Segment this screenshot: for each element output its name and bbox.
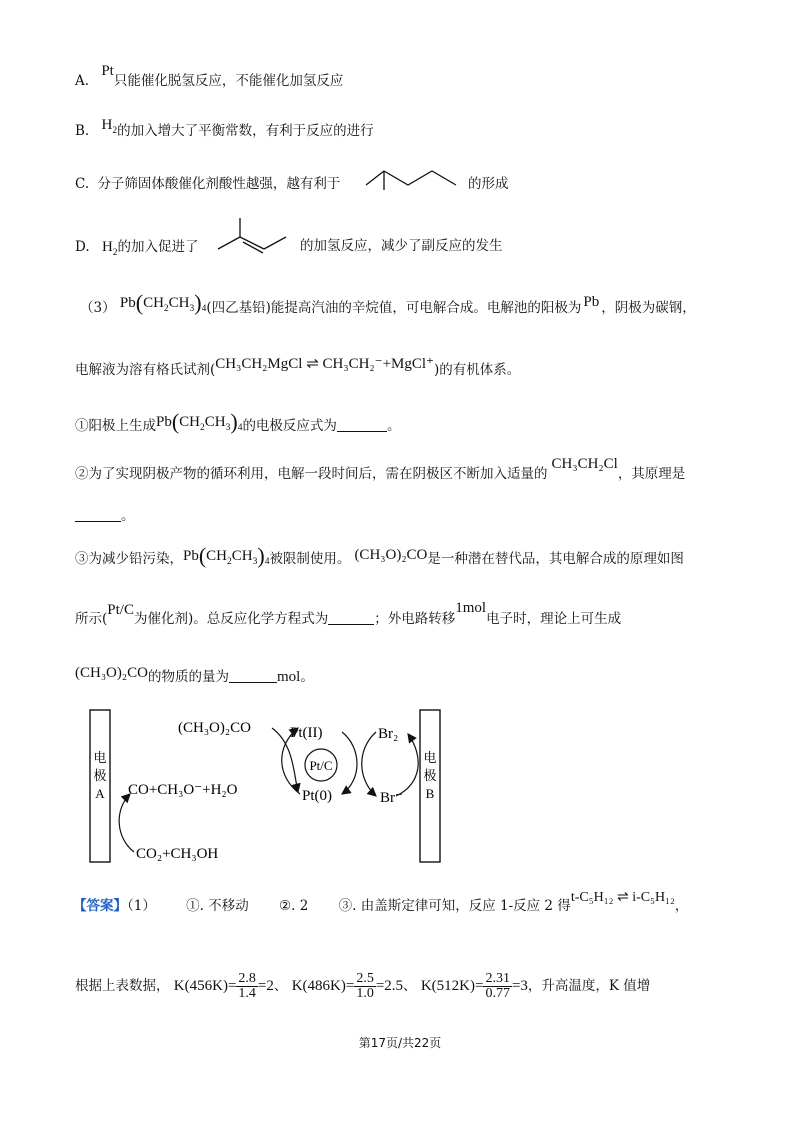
q3-anode: Pb xyxy=(583,294,600,310)
item2-before: ②为了实现阴极产物的循环利用，电解一段时间后，需在阴极区不断加入适量的 xyxy=(75,466,548,482)
q3-line2-before: 电解液为溶有格氏试剂( xyxy=(75,362,216,378)
answer-2: ②. 2 xyxy=(279,898,309,914)
arrow-br2-to-br xyxy=(362,732,376,796)
item2 xyxy=(75,456,686,482)
answer-3: ③. 由盖斯定律可知，反应 1-反应 2 得 xyxy=(338,898,571,914)
item3-catalyst: Pt/C xyxy=(107,602,134,618)
option-d-label: D. xyxy=(75,239,90,255)
option-a-text: 只能催化脱氢反应，不能催化加氢反应 xyxy=(113,73,344,89)
item1-formula: $Pb(CH_2CH_3)_4$ xyxy=(156,409,243,434)
option-d-h: H xyxy=(101,239,113,255)
option-d xyxy=(75,240,199,259)
alkene-skeletal-structure xyxy=(212,215,292,257)
electrode-a-char3: A xyxy=(95,786,105,801)
item1-before: ①阳极上生成 xyxy=(75,418,156,434)
answer-line2: 根据上表数据， K(456K)= $\frac{2.8}{1.4}$ =2、 K(486K)= $\frac{2.5}{1.0}$ =2.5、 K(512K)= $\frac{2.31}{0.77}$ =3，升高温度，K 值增 xyxy=(75,971,651,1001)
option-b-h-sub: 2 xyxy=(112,126,118,136)
option-b xyxy=(75,117,374,143)
q3-text1: (四乙基铅)能提高汽油的辛烷值，可电解合成。电解池的阳极为 xyxy=(206,300,582,316)
q3-line2-after: )的有机体系。 xyxy=(433,362,521,378)
label-br-minus: Br⁻ xyxy=(380,790,403,806)
option-c xyxy=(75,178,340,192)
arrow-br-to-br2 xyxy=(396,734,418,796)
item2-reagent: CH₃CH₂Cl xyxy=(551,456,618,472)
q3-text2: ，阴极为碳钢， xyxy=(601,300,696,316)
item3-blank-amount[interactable] xyxy=(229,682,277,683)
electrode-a-char1: 电 xyxy=(93,751,107,766)
option-d-text-after: 的加氢反应，减少了副反应的发生 xyxy=(300,238,503,254)
item3-line3: (CH₃O)₂CO的物质的量为 mol。 xyxy=(75,665,314,685)
item1-blank[interactable] xyxy=(337,431,387,432)
option-d-text-mid: 的加入促进了 xyxy=(117,239,199,255)
item2-after: ，其原理是 xyxy=(617,466,686,482)
item3-before: ③为减少铅污染， xyxy=(75,551,183,567)
item3-restricted: 被限制使用。 xyxy=(269,551,351,567)
arrow-pt2-to-pt0 xyxy=(342,732,357,794)
page-footer: 第17页/共22页 xyxy=(358,1036,442,1050)
item2-blank[interactable] xyxy=(75,521,121,522)
item1-after: 的电极反应式为 xyxy=(242,418,337,434)
electrolysis-diagram xyxy=(80,702,460,872)
q3-line2 xyxy=(75,356,521,378)
option-b-h: H xyxy=(101,117,113,133)
item3-dmc-2: (CH₃O)₂CO xyxy=(75,665,148,681)
item3 xyxy=(75,543,684,571)
option-a xyxy=(75,63,344,89)
isopentane-skeletal-structure xyxy=(360,163,470,193)
label-feed: CO₂+CH₃OH xyxy=(136,846,219,862)
electrode-b-char2: 极 xyxy=(423,769,437,784)
electrode-a-char2: 极 xyxy=(93,769,107,784)
item3-mol: 1mol xyxy=(455,600,487,616)
arrow-feed-to-reactants xyxy=(119,794,134,852)
answer-line1: 【答案】（1） ①. 不移动 ②. 2 ③. 由盖斯定律可知，反应 1-反应 2 得t-C₅H₁₂ ⇌ i-C₅H₁₂， xyxy=(73,890,689,914)
q3-grignard: CH₃CH₂MgCl ⇌ CH₃CH₂⁻+MgCl⁺ xyxy=(215,356,434,372)
k-456: K(456K)= $\frac{2.8}{1.4}$ =2 xyxy=(173,971,274,1001)
item3-pb-formula: $Pb(CH_2CH_3)_4$ xyxy=(183,543,270,568)
k-512: K(512K)= $\frac{2.31}{0.77}$ =3 xyxy=(420,971,528,1001)
answer-1: ①. 不移动 xyxy=(186,898,249,914)
option-c-text-after: 的形成 xyxy=(468,176,509,192)
item3-after: 是一种潜在替代品，其电解合成的原理如图 xyxy=(427,551,684,567)
q3-formula: $Pb(CH_2CH_3)_4$ xyxy=(119,290,207,315)
label-pt2: Pt(II) xyxy=(290,725,323,741)
label-pt0: Pt(0) xyxy=(302,788,332,804)
option-d-h-sub: 2 xyxy=(112,248,118,258)
label-reactants: CO+CH₃O⁻+H₂O xyxy=(128,782,238,798)
answer-tag: 【答案】 xyxy=(73,898,127,914)
option-a-label: A. xyxy=(75,73,90,89)
electrode-b-char3: B xyxy=(425,786,435,801)
option-c-label: C. xyxy=(75,176,90,192)
item1: ①阳极上生成$Pb(CH_2CH_3)_4$的电极反应式为 。 xyxy=(75,409,401,434)
label-br2: Br₂ xyxy=(378,726,399,742)
q3-line1 xyxy=(80,290,696,320)
item2-line2: 。 xyxy=(75,510,135,524)
q3-number: （3） xyxy=(80,300,116,316)
label-ptc: Pt/C xyxy=(309,758,333,773)
answer-equilibrium: t-C₅H₁₂ ⇌ i-C₅H₁₂ xyxy=(570,890,675,905)
item3-dmc: (CH₃O)₂CO xyxy=(354,547,428,563)
option-b-text: 的加入增大了平衡常数，有利于反应的进行 xyxy=(117,123,374,139)
option-c-text-before: 分子筛固体酸催化剂酸性越强，越有利于 xyxy=(97,176,341,192)
item3-line2: 所示(Pt/C为催化剂)。总反应化学方程式为 ；外电路转移1mol电子时，理论上可生成 xyxy=(75,600,622,627)
electrode-b-char1: 电 xyxy=(423,751,437,766)
label-dmc: (CH₃O)₂CO xyxy=(178,720,251,736)
k-486: K(486K)= $\frac{2.5}{1.0}$ =2.5 xyxy=(291,971,404,1001)
option-a-catalyst: Pt xyxy=(101,63,114,79)
option-b-label: B. xyxy=(75,123,90,139)
item3-blank-equation[interactable] xyxy=(328,624,374,625)
